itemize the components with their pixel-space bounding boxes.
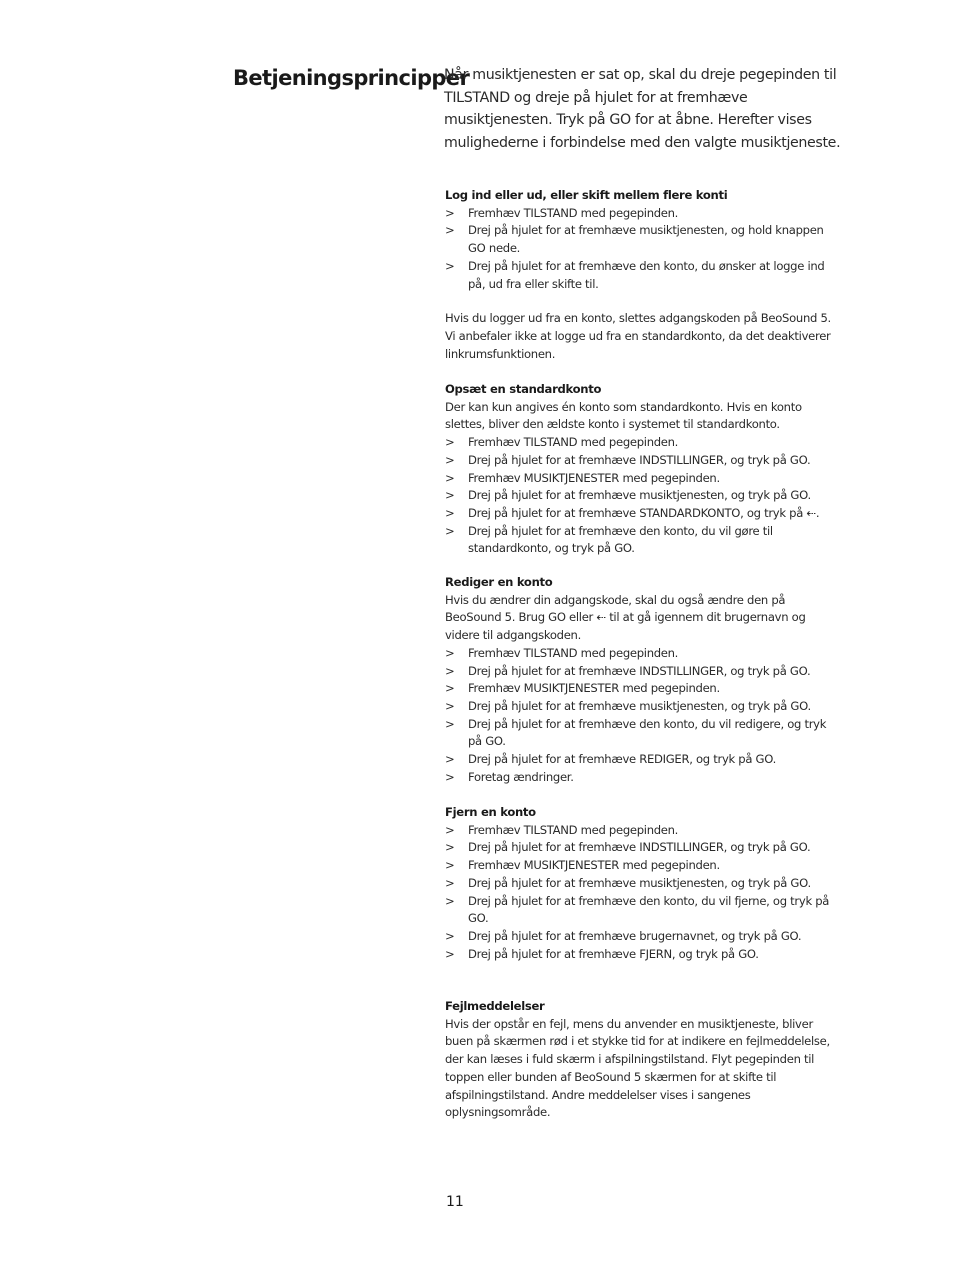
bullet-glyph: > [445,681,455,696]
step-text: Drej på hjulet for at fremhæve den konto, du vil fjerne, og tryk på GO. [468,893,830,926]
bullet-glyph: > [445,452,455,467]
bullet-glyph: > [445,645,455,660]
list-item [445,875,835,893]
list-item [445,487,835,505]
step-text: Drej på hjulet for at fremhæve den konto, du ønsker at logge ind på, ud fra eller skifte til. [468,258,825,291]
step-text: Drej på hjulet for at fremhæve den konto, du vil redigere, og tryk på GO. [468,716,827,749]
bullet-glyph: > [445,822,455,837]
step-text: Foretag ændringer. [468,769,574,784]
step-text: Drej på hjulet for at fremhæve INDSTILLINGER, og tryk på GO. [468,840,811,855]
list-item [445,928,835,946]
step-text: Drej på hjulet for at fremhæve musiktjenesten, og tryk på GO. [468,698,811,713]
bullet-glyph: > [445,258,455,273]
section-default-account [445,381,835,558]
list-item [445,857,835,875]
section-intro: Hvis du ændrer din adgangskode, skal du også ændre den på BeoSound 5. Brug GO eller ⇠ til at gå igennem dit brugernavn og videre til adgangskoden. [445,592,806,643]
list-item [445,258,835,293]
list-item [445,716,835,751]
section-heading: Fjern en konto [445,805,536,819]
step-text: Drej på hjulet for at fremhæve INDSTILLINGER, og tryk på GO. [468,452,811,467]
bullet-glyph: > [445,716,455,731]
bullet-glyph: > [445,435,455,450]
step-text: Fremhæv MUSIKTJENESTER med pegepinden. [468,681,720,696]
step-text: Fremhæv TILSTAND med pegepinden. [468,822,679,837]
bullet-glyph: > [445,488,455,503]
step-text: Drej på hjulet for at fremhæve den konto, du vil gøre til standardkonto, og tryk på GO. [468,523,773,556]
step-text: Fremhæv TILSTAND med pegepinden. [468,205,679,220]
bullet-glyph: > [445,875,455,890]
list-item [445,663,835,681]
section-heading: Rediger en konto [445,575,553,589]
list-item [445,222,835,257]
list-item [445,893,835,928]
list-item [445,680,835,698]
section-note: Hvis du logger ud fra en konto, slettes adgangskoden på BeoSound 5. Vi anbefaler ikke at logge ud fra en standardkonto, da det deaktiverer linkrumsfunktionen. [445,311,831,361]
section-edit-account [445,574,835,786]
section-remove-account [445,804,835,963]
bullet-glyph: > [445,698,455,713]
list-item [445,822,835,840]
step-text: Drej på hjulet for at fremhæve STANDARDKONTO, og tryk på ⇠. [468,505,820,520]
list-item [445,470,835,488]
bullet-glyph: > [445,663,455,678]
step-text: Drej på hjulet for at fremhæve musiktjenesten, og tryk på GO. [468,488,811,503]
step-text: Fremhæv TILSTAND med pegepinden. [468,645,679,660]
list-item [445,769,835,787]
bullet-glyph: > [445,523,455,538]
list-item [445,645,835,663]
section-heading: Fejlmeddelelser [445,999,545,1013]
bullet-glyph: > [445,470,455,485]
list-item [445,505,835,523]
list-item [445,751,835,769]
bullet-glyph: > [445,840,455,855]
bullet-glyph: > [445,223,455,238]
bullet-glyph: > [445,205,455,220]
section-login [445,187,835,363]
step-text: Drej på hjulet for at fremhæve brugernavnet, og tryk på GO. [468,928,802,943]
list-item [445,205,835,223]
section-heading: Log ind eller ud, eller skift mellem flere konti [445,188,728,202]
section-heading: Opsæt en standardkonto [445,382,602,396]
step-text: Fremhæv MUSIKTJENESTER med pegepinden. [468,470,720,485]
step-text: Drej på hjulet for at fremhæve REDIGER, og tryk på GO. [468,752,776,767]
intro-paragraph: Når musiktjenesten er sat op, skal du dreje pegepinden til TILSTAND og dreje på hjulet for at fremhæve musiktjenesten. Tryk på GO for at åbne. Herefter vises mulighederne i forbindelse med den valgte musiktjeneste. [444,67,841,151]
list-item [445,452,835,470]
list-item [445,839,835,857]
step-text: Drej på hjulet for at fremhæve FJERN, og tryk på GO. [468,946,759,961]
page-title: Betjeningsprincipper [233,66,470,90]
bullet-glyph: > [445,769,455,784]
bullet-glyph: > [445,752,455,767]
bullet-glyph: > [445,505,455,520]
step-text: Fremhæv MUSIKTJENESTER med pegepinden. [468,858,720,873]
step-text: Drej på hjulet for at fremhæve musiktjenesten, og tryk på GO. [468,875,811,890]
list-item [445,698,835,716]
step-text: Drej på hjulet for at fremhæve INDSTILLINGER, og tryk på GO. [468,663,811,678]
page-number: 11 [446,1194,464,1210]
bullet-glyph: > [445,893,455,908]
section-text: Hvis der opstår en fejl, mens du anvender en musiktjeneste, bliver buen på skærmen rød i et stykke tid for at indikere en fejlmeddelelse, der kan læses i fuld skærm i afspilningstilstand. Flyt pegepinden til toppen eller bunden af BeoSound 5 skærmen for at skifte til afspilningstilstand. Andre meddelelser vises i sangenes oplysningsområde. [445,1016,830,1120]
step-text: Fremhæv TILSTAND med pegepinden. [468,435,679,450]
bullet-glyph: > [445,928,455,943]
step-text: Drej på hjulet for at fremhæve musiktjenesten, og hold knappen GO nede. [468,223,824,256]
list-item [445,434,835,452]
bullet-glyph: > [445,946,455,961]
list-item [445,523,835,558]
section-intro: Der kan kun angives én konto som standardkonto. Hvis en konto slettes, bliver den ældste konto i systemet til standardkonto. [445,399,802,432]
section-error-messages [445,998,835,1122]
list-item [445,946,835,964]
bullet-glyph: > [445,858,455,873]
